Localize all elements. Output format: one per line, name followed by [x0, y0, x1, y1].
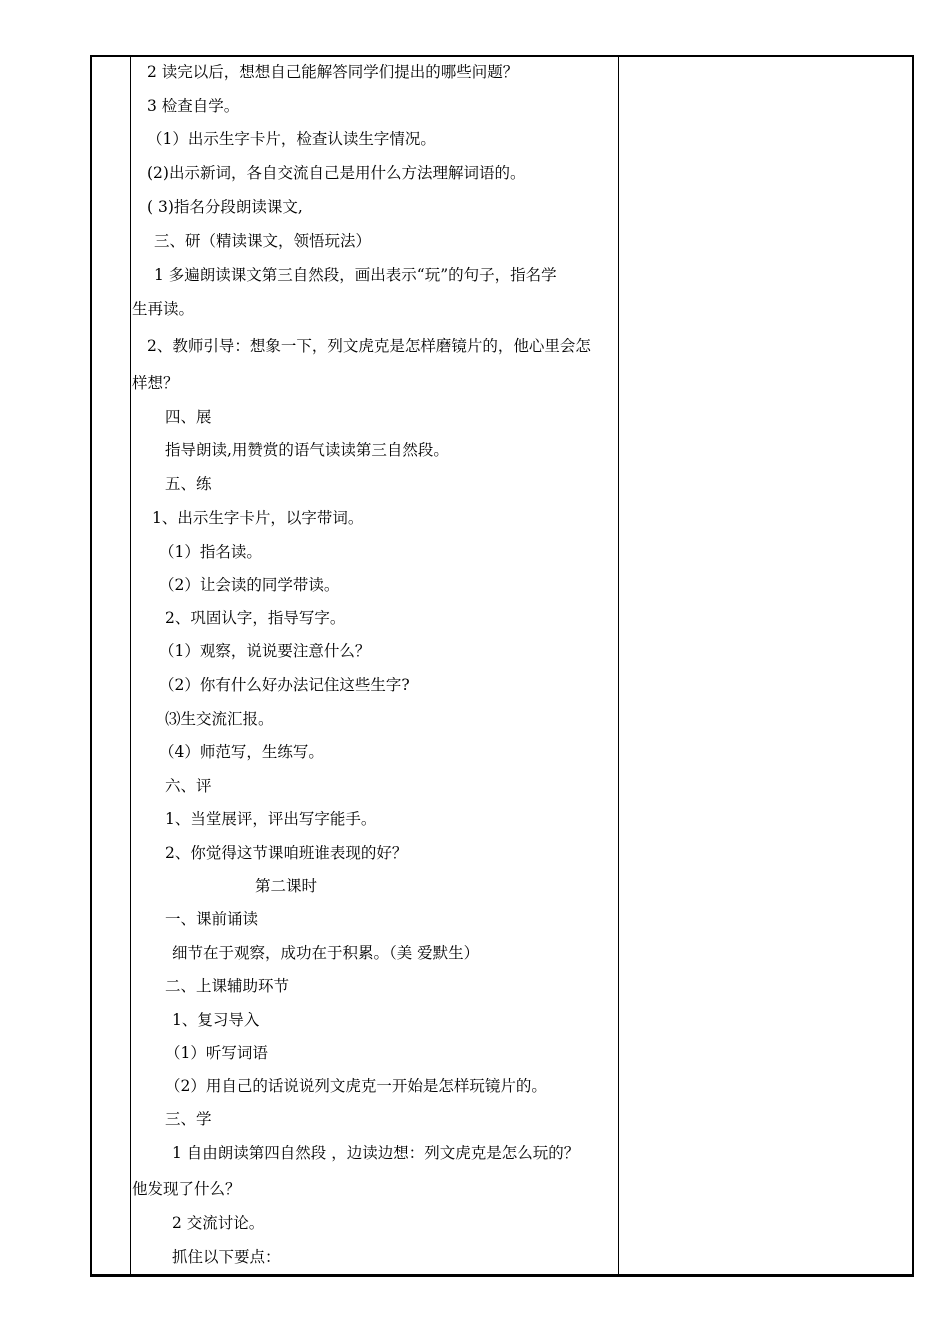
section-heading: 二、上课辅助环节: [165, 977, 290, 995]
section-heading: 五、练: [165, 475, 212, 493]
text-line: （1）听写词语: [165, 1044, 268, 1062]
section-heading: 六、评: [165, 777, 212, 795]
text-line: 2、你觉得这节课咱班谁表现的好？: [165, 844, 408, 862]
text-line: 2、巩固认字，指导写字。: [165, 609, 346, 627]
text-line: 样想？: [132, 374, 179, 392]
text-line: （1）出示生字卡片，检查认读生字情况。: [147, 130, 436, 148]
text-line: (2)出示新词，各自交流自己是用什么方法理解词语的。: [147, 164, 526, 182]
text-line: ⑶生交流汇报。: [165, 710, 274, 728]
text-line: 2、教师引导：想象一下，列文虎克是怎样磨镜片的，他心里会怎: [147, 337, 591, 355]
text-line: 抓住以下要点：: [172, 1248, 281, 1266]
text-line: 1、复习导入: [172, 1011, 260, 1029]
section-heading: 一、课前诵读: [165, 910, 259, 928]
table-left-column-divider: [130, 57, 131, 1274]
text-line: ( 3)指名分段朗读课文,: [147, 198, 303, 216]
text-line: 1 自由朗读第四自然段 ，边读边想：列文虎克是怎么玩的？: [172, 1144, 580, 1162]
text-line: （1）指名读。: [159, 543, 262, 561]
text-line: （2）用自己的话说说列文虎克一开始是怎样玩镜片的。: [165, 1077, 547, 1095]
text-line: 细节在于观察，成功在于积累。（美 爱默生）: [172, 944, 480, 962]
table-right-column-divider: [618, 57, 619, 1274]
section-heading: 三、研（精读课文，领悟玩法）: [154, 232, 372, 250]
section-heading: 四、展: [165, 408, 212, 426]
section-heading: 三、学: [165, 1110, 212, 1128]
text-line: 1、出示生字卡片，以字带词。: [152, 509, 364, 527]
text-line: （2）让会读的同学带读。: [159, 576, 340, 594]
text-line: 1 多遍朗读课文第三自然段，画出表示“玩”的句子，指名学: [154, 266, 557, 284]
text-line: 指导朗读,用赞赏的语气读读第三自然段。: [165, 441, 449, 459]
lesson-plan-table: [90, 55, 914, 1277]
period-heading: 第二课时: [255, 877, 318, 895]
text-line: 他发现了什么？: [132, 1180, 241, 1198]
text-line: 生再读。: [132, 300, 195, 318]
text-line: 2 交流讨论。: [172, 1214, 265, 1232]
text-line: 2 读完以后，想想自己能解答同学们提出的哪些问题？: [147, 63, 519, 81]
text-line: （2）你有什么好办法记住这些生字?: [159, 676, 410, 694]
text-line: 3 检查自学。: [147, 97, 240, 115]
text-line: （1）观察，说说要注意什么？: [159, 642, 371, 660]
text-line: 1、当堂展评，评出写字能手。: [165, 810, 377, 828]
text-line: （4）师范写，生练写。: [159, 743, 324, 761]
